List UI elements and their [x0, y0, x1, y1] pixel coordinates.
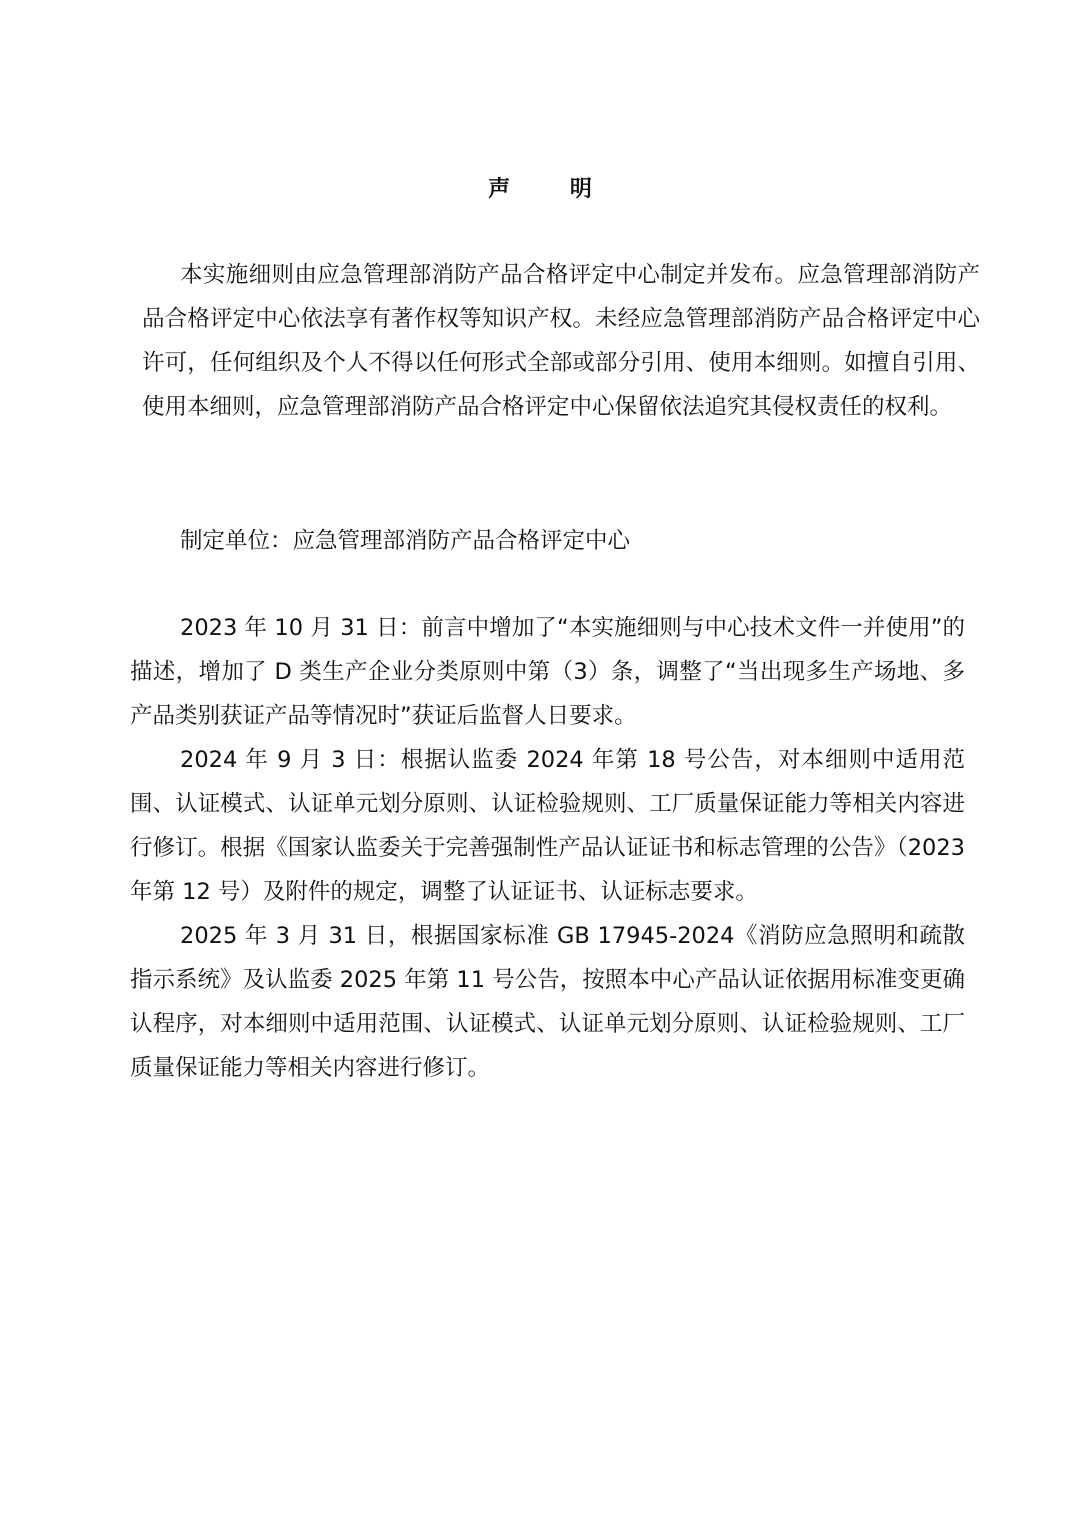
revision-entry: 2023 年 10 月 31 日：前言中增加了“本实施细则与中心技术文件一并使用”的描述，增加了 D 类生产企业分类原则中第（3）条，调整了“当出现多生产场地、多产品类别获证产品等情况时”获证后监督人日要求。: [130, 615, 965, 729]
revision-history: [130, 606, 965, 1090]
issuing-organization: 制定单位：应急管理部消防产品合格评定中心: [180, 528, 631, 554]
revision-entry: 2025 年 3 月 31 日，根据国家标准 GB 17945-2024《消防应急照明和疏散指示系统》及认监委 2025 年第 11 号公告，按照本中心产品认证依据用标准变更确认程序，对本细则中适用范围、认证模式、认证单元划分原则、认证检验规则、工厂质量保证能力等相关内容进行修订。: [130, 923, 965, 1081]
copyright-statement: 本实施细则由应急管理部消防产品合格评定中心制定并发布。应急管理部消防产品合格评定中心依法享有著作权等知识产权。未经应急管理部消防产品合格评定中心许可，任何组织及个人不得以任何形式全部或部分引用、使用本细则。如擅自引用、使用本细则，应急管理部消防产品合格评定中心保留依法追究其侵权责任的权利。: [142, 262, 980, 420]
revision-entry: 2024 年 9 月 3 日：根据认监委 2024 年第 18 号公告，对本细则中适用范围、认证模式、认证单元划分原则、认证检验规则、工厂质量保证能力等相关内容进行修订。根据《国家认监委关于完善强制性产品认证证书和标志管理的公告》（2023 年第 12 号）及附件的规定，调整了认证证书、认证标志要求。: [130, 747, 965, 905]
page-title: 声 明: [488, 177, 618, 202]
